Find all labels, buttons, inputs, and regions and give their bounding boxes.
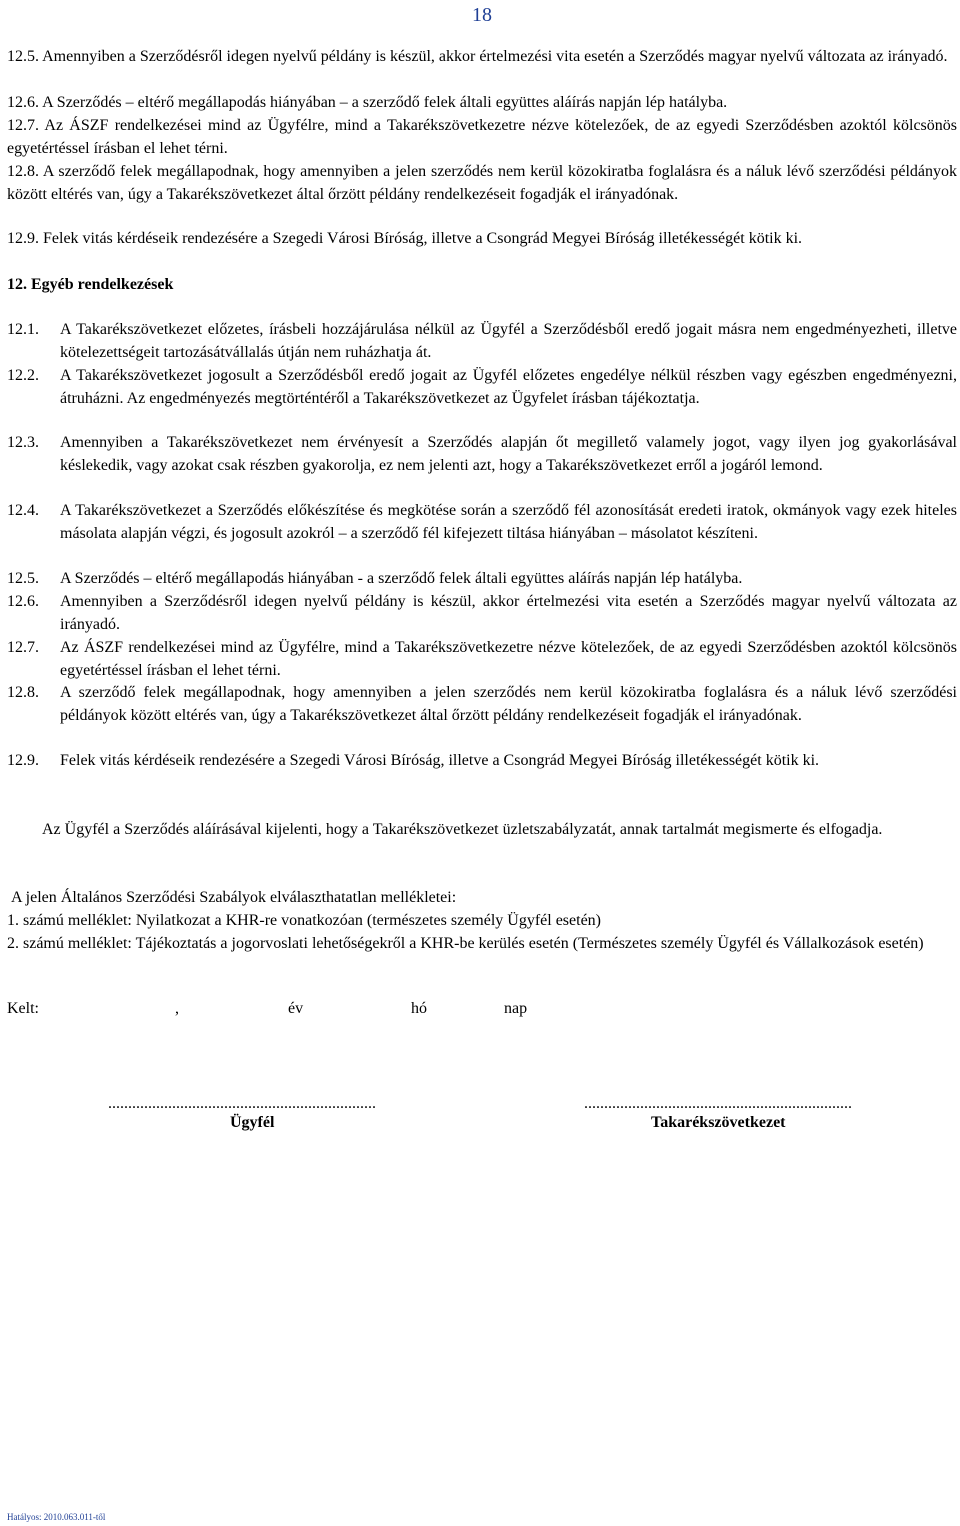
- signature-label-client: Ügyfél: [230, 1114, 275, 1131]
- section-item-12-9: [7, 749, 957, 772]
- section-item-12-4: [7, 499, 957, 545]
- preface-number: 12.5.: [7, 48, 39, 65]
- item-text: A Szerződés – eltérő megállapodás hiányában - a szerződő felek általi együttes aláírás napján lép hatályba.: [60, 570, 743, 587]
- item-text: A Takarékszövetkezet a Szerződés előkészítése és megkötése során a szerződő fél azonosítását eredeti iratok, okmányok vagy ezek hiteles másolata alapján végzi, és jogosult azokról – a szerződő fél kifejezett tiltása hiányában – másolatot készíteni.: [60, 502, 957, 542]
- item-number: 12.4.: [7, 502, 39, 519]
- item-text: A szerződő felek megállapodnak, hogy amennyiben a jelen szerződés nem kerül közokiratba foglalásra és a náluk lévő szerződési példányok között eltérés van, úgy a Takarékszövetkezet által őrzött példány rendelkezéseit fogadják el irányadónak.: [60, 684, 957, 724]
- preface-text: Amennyiben a Szerződésről idegen nyelvű példány is készül, akkor értelmezési vita esetén a Szerződés magyar nyelvű változata az irányadó.: [42, 48, 948, 65]
- section-item-12-5: [7, 567, 957, 590]
- preface-item-12-6: [7, 91, 957, 114]
- annex-1: 1. számú melléklet: Nyilatkozat a KHR-re vonatkozóan (természetes személy Ügyfél esetén): [7, 912, 601, 929]
- preface-text: A Szerződés – eltérő megállapodás hiányában – a szerződő felek általi együttes aláírás napján lép hatályba.: [42, 94, 728, 111]
- preface-text: Felek vitás kérdéseik rendezésére a Szegedi Városi Bíróság, illetve a Csongrád Megyei Bíróság illetékességét kötik ki.: [43, 230, 803, 247]
- item-number: 12.9.: [7, 752, 39, 769]
- preface-item-12-9: [7, 227, 957, 250]
- item-text: Amennyiben a Szerződésről idegen nyelvű példány is készül, akkor értelmezési vita esetén a Szerződés magyar nyelvű változata az irányadó.: [60, 593, 957, 633]
- item-text: Az ÁSZF rendelkezései mind az Ügyfélre, mind a Takarékszövetkezetre nézve kötelezőek, de az egyedi Szerződésben azoktól kölcsönös egyetértéssel írásban el lehet térni.: [60, 639, 957, 679]
- preface-text: Az ÁSZF rendelkezései mind az Ügyfélre, mind a Takarékszövetkezetre nézve kötelezőek, de az egyedi Szerződésben azoktól kölcsönös egyetértéssel írásban el lehet térni.: [7, 117, 957, 157]
- preface-number: 12.7.: [7, 117, 39, 134]
- item-number: 12.2.: [7, 367, 39, 384]
- signature-line-bank: ...................................................................: [584, 1095, 852, 1112]
- kelt-day-label: nap: [504, 1000, 528, 1017]
- signature-line-client: ...................................................................: [108, 1095, 376, 1112]
- section-item-12-3: [7, 431, 957, 477]
- kelt-month-label: hó: [411, 1000, 427, 1017]
- kelt-label: Kelt:: [7, 1000, 39, 1017]
- item-number: 12.1.: [7, 321, 39, 338]
- item-number: 12.7.: [7, 639, 39, 656]
- section-item-12-6: [7, 590, 957, 636]
- item-text: Felek vitás kérdéseik rendezésére a Szegedi Városi Bíróság, illetve a Csongrád Megyei Bíróság illetékességét kötik ki.: [60, 752, 820, 769]
- item-number: 12.8.: [7, 684, 39, 701]
- preface-text: A szerződő felek megállapodnak, hogy amennyiben a jelen szerződés nem kerül közokiratba foglalásra és a náluk lévő szerződési példányok között eltérés van, úgy a Takarékszövetkezet által őrzött példány rendelkezéseit fogadják el irányadónak.: [7, 163, 957, 203]
- item-text: A Takarékszövetkezet előzetes, írásbeli hozzájárulása nélkül az Ügyfél a Szerződésből eredő jogait másra nem engedményezheti, illetve kötelezettségeit tartozásátvállalás útján nem ruházhatja át.: [60, 321, 957, 361]
- item-text: A Takarékszövetkezet jogosult a Szerződésből eredő jogait az Ügyfél előzetes engedélye nélkül részben vagy egészben engedményezni, átruházni. Az engedményezés megtörténtéről a Takarékszövetkezet az Ügyfelet írásban tájékoztatja.: [60, 367, 957, 407]
- page-number: 18: [472, 4, 492, 26]
- signature-label-bank: Takarékszövetkezet: [651, 1114, 786, 1131]
- section-item-12-1: [7, 318, 957, 364]
- item-number: 12.3.: [7, 434, 39, 451]
- footer-effective-date: Hatályos: 2010.063.011-től: [7, 1512, 106, 1522]
- acknowledgement-paragraph: Az Ügyfél a Szerződés aláírásával kijelenti, hogy a Takarékszövetkezet üzletszabályzatát, annak tartalmát megismerte és elfogadja.: [42, 821, 883, 838]
- preface-number: 12.6.: [7, 94, 39, 111]
- section-item-12-7: [7, 636, 957, 682]
- item-text: Amennyiben a Takarékszövetkezet nem érvényesít a Szerződés alapján őt megillető valamely jogot, vagy ilyen jog gyakorlásával késlekedik, vagy azokat csak részben gyakorolja, ez nem jelenti azt, hogy a Takarékszövetkezet erről a jogáról lemond.: [60, 434, 957, 474]
- preface-item-12-7: [7, 114, 957, 160]
- annex-intro: A jelen Általános Szerződési Szabályok elválaszthatatlan mellékletei:: [11, 889, 457, 906]
- item-number: 12.5.: [7, 570, 39, 587]
- preface-item-12-8: [7, 160, 957, 206]
- annex-2: 2. számú melléklet: Tájékoztatás a jogorvoslati lehetőségekről a KHR-be kerülés esetén (Természetes személy Ügyfél és Vállalkozások esetén): [7, 935, 924, 952]
- preface-item-12-5: [7, 45, 957, 68]
- preface-number: 12.8.: [7, 163, 39, 180]
- preface-number: 12.9.: [7, 230, 39, 247]
- kelt-comma: ,: [175, 1000, 179, 1017]
- section-item-12-8: [7, 681, 957, 727]
- section-item-12-2: [7, 364, 957, 410]
- section-heading: 12. Egyéb rendelkezések: [7, 276, 174, 293]
- item-number: 12.6.: [7, 593, 39, 610]
- kelt-year-label: év: [288, 1000, 304, 1017]
